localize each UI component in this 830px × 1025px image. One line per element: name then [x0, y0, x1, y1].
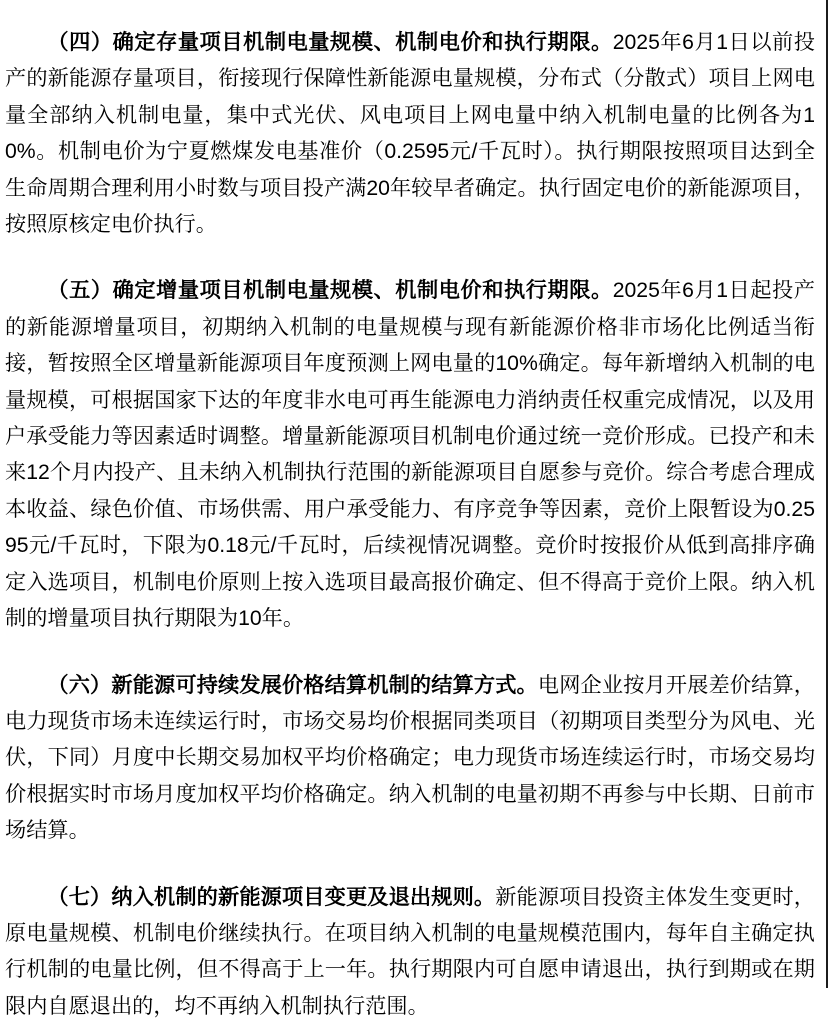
paragraph-section-5-heading: （五）确定增量项目机制电量规模、机制电价和执行期限。 [47, 279, 613, 303]
window-right-edge [826, 0, 828, 988]
paragraph-section-4-heading: （四）确定存量项目机制电量规模、机制电价和执行期限。 [47, 31, 613, 54]
paragraph-section-7-body: 新能源项目投资主体发生变更时，原电量规模、机制电价继续执行。在项目纳入机制的电量规模范围内，每年自主确定执行机制的电量比例，但不得高于上一年。执行期限内可自愿申请退出，执行到期或在期限内自愿退出的，均不再纳入机制执行范围。 [5, 885, 815, 1018]
paragraph-section-4-body: 2025年6月1日以前投产的新能源存量项目，衔接现行保障性新能源电量规模，分布式（分散式）项目上网电量全部纳入机制电量，集中式光伏、风电项目上网电量中纳入机制电量的比例各为10%。机制电价为宁夏燃煤发电基准价（0.2595元/千瓦时）。执行期限按照项目达到全生命周期合理利用小时数与项目投产满20年较早者确定。执行固定电价的新能源项目，按照原核定电价执行。 [5, 31, 815, 237]
paragraph-section-6-body: 电网企业按月开展差价结算，电力现货市场未连续运行时，市场交易均价根据同类项目（初期项目类型分为风电、光伏，下同）月度中长期交易加权平均价格确定；电力现货市场连续运行时，市场交易均价根据实时市场月度加权平均价格确定。纳入机制的电量初期不再参与中长期、日前市场结算。 [5, 673, 815, 843]
paragraph-section-7-heading: （七）纳入机制的新能源项目变更及退出规则。 [47, 885, 496, 909]
paragraph-section-7 [5, 880, 815, 1025]
paragraph-section-6 [5, 668, 815, 850]
paragraph-section-5-body: 2025年6月1日起投产的新能源增量项目，初期纳入机制的电量规模与现有新能源价格非市场化比例适当衔接，暂按照全区增量新能源项目年度预测上网电量的10%确定。每年新增纳入机制的电量规模，可根据国家下达的年度非水电可再生能源电力消纳责任权重完成情况，以及用户承受能力等因素适时调整。增量新能源项目机制电价通过统一竞价形成。已投产和未来12个月内投产、且未纳入机制执行范围的新能源项目自愿参与竞价。综合考虑合理成本收益、绿色价值、市场供需、用户承受能力、有序竞争等因素，竞价上限暂设为0.2595元/千瓦时，下限为0.18元/千瓦时，后续视情况调整。竞价时按报价从低到高排序确定入选项目，机制电价原则上按入选项目最高报价确定、但不得高于竞价上限。纳入机制的增量项目执行期限为10年。 [5, 279, 815, 631]
paragraph-section-4 [5, 25, 815, 243]
paragraph-section-5 [5, 273, 815, 637]
paragraph-section-6-heading: （六）新能源可持续发展价格结算机制的结算方式。 [47, 673, 538, 697]
